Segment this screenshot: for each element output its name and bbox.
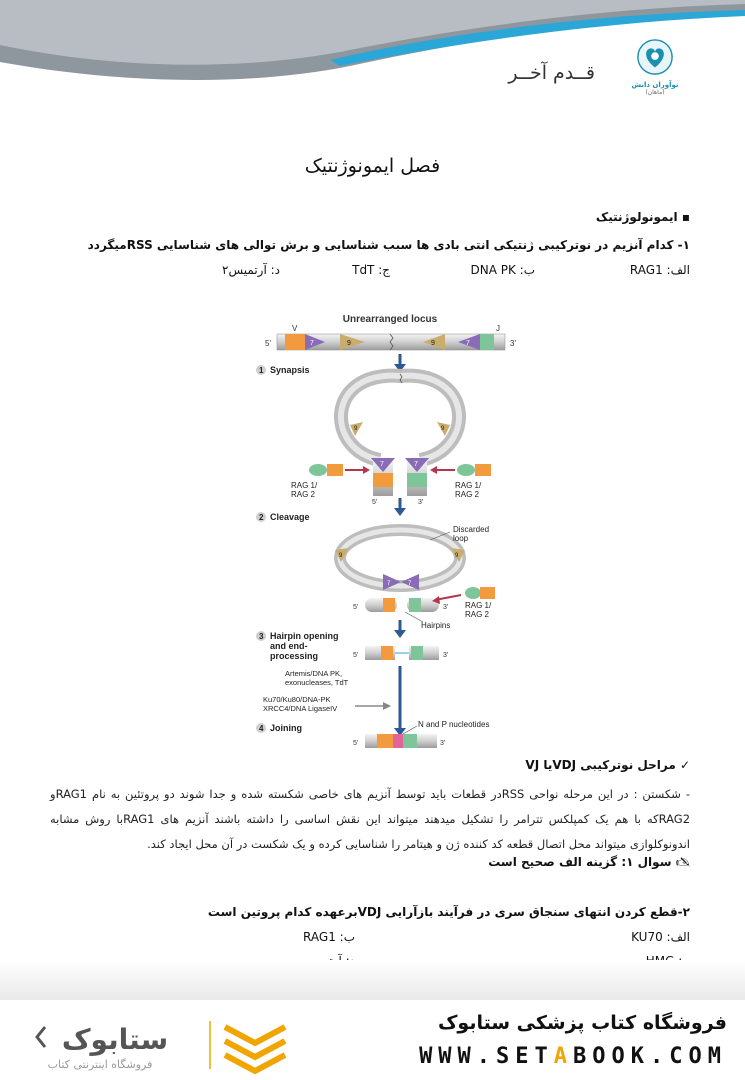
svg-text:J: J: [496, 324, 500, 333]
svg-text:5': 5': [372, 499, 378, 506]
svg-text:9: 9: [431, 340, 435, 347]
svg-text:9: 9: [339, 553, 343, 559]
answer-1-text: سوال ۱: گزینه الف صحیح است: [488, 855, 672, 869]
figure-title: Unrearranged locus: [342, 314, 438, 325]
svg-text:5': 5': [353, 652, 359, 659]
svg-text:7: 7: [414, 461, 418, 468]
svg-text:7: 7: [387, 581, 391, 587]
svg-text:RAG 2: RAG 2: [291, 490, 316, 499]
svg-text:9: 9: [347, 340, 351, 347]
svg-text:5': 5': [353, 740, 359, 747]
vdj-paragraph: - شکستن : در این مرحله نواحی RSSدر قطعات باید توسط آنزیم های خاصی شکسته شده و جدا شوند دو پروتئین به نام RAG1و RAG2که با هم یک کمپلکس تترامر را تشکیل میدهند میتواند این نقش اساسی را داشته باشند آنزیم های RAG1با روش مشابه اندونوکلوازی میتواند محل اتصال قطعه کد کننده ژن و هیتامر را شناسایی کرده و یک شکست در آن محل ایجاد کند.: [50, 787, 691, 851]
q1-option-b: ب: DNA PK: [470, 263, 535, 277]
logo-tagline: فروشگاه اینترنتی کتاب: [47, 1058, 153, 1071]
svg-text:processing: processing: [270, 651, 319, 661]
question-2-text: ۲-قطع کردن انتهای سنجاق سری در فرآیند بازآرایی VDJبرعهده کدام پروتین است: [207, 905, 690, 919]
svg-text:1: 1: [259, 366, 264, 375]
svg-text:4: 4: [259, 724, 264, 733]
q1-option-a: الف: RAG1: [629, 263, 690, 277]
chevron-left-icon: [37, 1027, 45, 1047]
answer-1: [488, 853, 690, 874]
ku-label: Ku70/Ku80/DNA-PK: [263, 695, 331, 704]
book-stack-icon: [225, 1027, 285, 1043]
svg-text:5': 5': [353, 604, 359, 611]
svg-text:RAG 2: RAG 2: [455, 490, 480, 499]
setabook-logo-text: ستابوک: [61, 1024, 169, 1055]
checkmark-icon: ✓: [679, 758, 690, 772]
svg-text:RAG 2: RAG 2: [465, 610, 490, 619]
rag-label-left: RAG 1/: [291, 481, 318, 490]
section-heading: [596, 210, 690, 224]
svg-text:2: 2: [259, 513, 264, 522]
svg-text:3': 3': [418, 499, 424, 506]
np-nucleotides-label: N and P nucleotides: [418, 720, 490, 729]
question-1-text: ۱- کدام آنزیم در نوترکیبی ژنتیکی انتی بادی ها سبب شناسایی و برش توالی های شناسایی RSSمیگردد: [87, 238, 690, 252]
svg-text:exonucleases, TdT: exonucleases, TdT: [285, 678, 349, 687]
svg-text:RAG 1/: RAG 1/: [465, 601, 492, 610]
hairpins-label: Hairpins: [421, 621, 451, 630]
svg-text:loop: loop: [453, 534, 469, 543]
svg-text:V: V: [292, 324, 298, 333]
step-cleavage: Cleavage: [270, 512, 310, 522]
j-segment: [480, 334, 494, 350]
store-url[interactable]: WWW.SETABOOK.COM: [419, 1044, 727, 1069]
q1-option-c: ج: TdT: [352, 263, 390, 277]
vdj-heading: [525, 758, 690, 772]
header-title: قــدم آخــر: [508, 62, 595, 84]
vdj-title: مراحل نوترکیبی VDJیا VJ: [525, 758, 676, 772]
svg-text:7: 7: [380, 461, 384, 468]
svg-text:7: 7: [408, 581, 412, 587]
svg-text:3: 3: [259, 632, 264, 641]
svg-text:3': 3': [510, 339, 516, 348]
discarded-loop-label: Discarded: [453, 525, 490, 534]
q2-option-a: الف: KU70: [631, 930, 690, 944]
q2-option-b: ب: RAG1: [303, 930, 355, 944]
step-hairpin-opening: Hairpin opening: [270, 631, 339, 641]
heart-logo-icon: [636, 38, 674, 76]
svg-text:and end-: and end-: [270, 641, 308, 651]
brand-name: نوآوران دانش: [631, 81, 679, 89]
hand-pointer-icon: 🖎: [675, 855, 690, 869]
rag-label-right: RAG 1/: [455, 481, 482, 490]
svg-text:5': 5': [265, 339, 271, 348]
svg-text:9: 9: [455, 553, 459, 559]
q1-option-d: د: آرتمیس۲: [222, 263, 280, 277]
svg-text:9: 9: [354, 426, 358, 432]
brand-logo: [600, 38, 710, 96]
step-joining: Joining: [270, 723, 302, 733]
svg-text:3': 3': [443, 604, 449, 611]
svg-text:3': 3': [440, 740, 446, 747]
store-name: فروشگاه کتاب پزشکی ستابوک: [437, 1012, 727, 1034]
v-segment: [285, 334, 305, 350]
chapter-title: فصل ایمونوژنتیک: [304, 155, 441, 177]
svg-text:9: 9: [441, 426, 445, 432]
svg-text:3': 3': [443, 652, 449, 659]
bullet-icon: ▪: [681, 210, 690, 224]
svg-text:7: 7: [310, 340, 314, 347]
brand-subtitle: (ماهان): [645, 89, 665, 96]
svg-text:7: 7: [466, 340, 470, 347]
vdj-recombination-figure: [255, 310, 525, 755]
artemis-label: Artemis/DNA PK,: [285, 669, 343, 678]
step-synapsis: Synapsis: [270, 365, 310, 375]
svg-text:XRCC4/DNA LigaseIV: XRCC4/DNA LigaseIV: [263, 704, 338, 713]
footer-fade: [0, 960, 745, 1000]
section-title: ایمونولوژنتیک: [595, 210, 678, 224]
